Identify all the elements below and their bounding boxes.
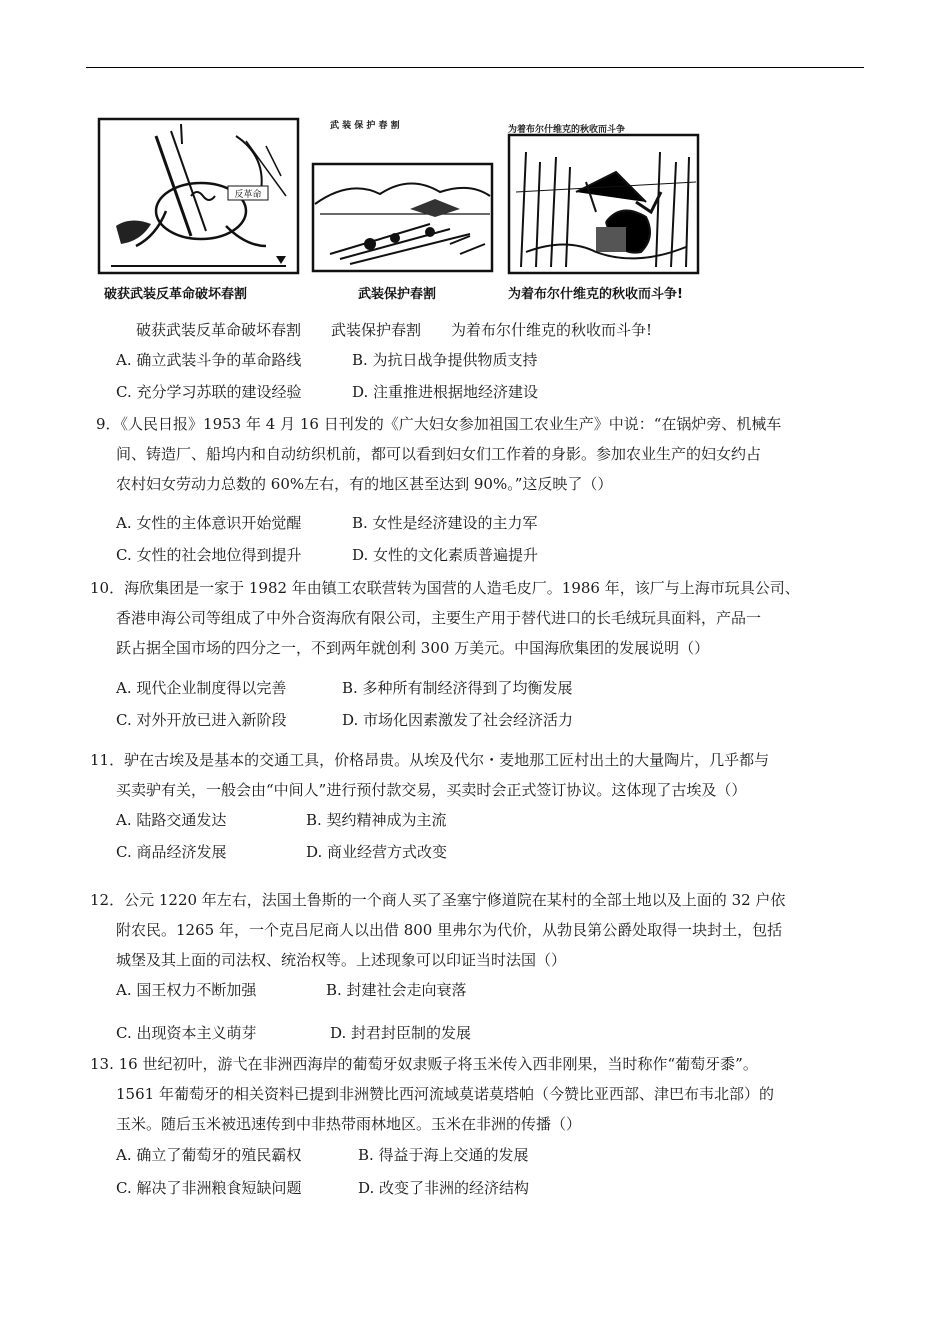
figure-tag: 反革命 — [234, 190, 262, 200]
figure-caption-3: 为着布尔什维克的秋收而斗争! — [508, 287, 683, 302]
q10-text-line-2: 香港申海公司等组成了中外合资海欣有限公司，主要生产用于替代进口的长毛绒玩具面料，产品一 — [116, 609, 762, 627]
propaganda-figures — [96, 116, 701, 306]
figure-caption-2: 武装保护春割 — [358, 287, 437, 302]
q9-option-b[interactable]: B. 女性是经济建设的主力军 — [352, 514, 538, 532]
q10-option-b[interactable]: B. 多种所有制经济得到了均衡发展 — [342, 679, 573, 697]
q11-text-line-1: 11．驴在古埃及是基本的交通工具，价格昂贵。从埃及代尔・麦地那工匠村出土的大量陶片，几乎都与 — [90, 751, 770, 769]
q13-option-c[interactable]: C. 解决了非洲粮食短缺问题 — [116, 1179, 302, 1197]
q13-text-line-1: 13. 16 世纪初叶，游弋在非洲西海岸的葡萄牙奴隶贩子将玉米传入西非刚果，当时称作“葡萄牙黍”。 — [90, 1055, 758, 1073]
q13-option-b[interactable]: B. 得益于海上交通的发展 — [358, 1146, 529, 1164]
figure-panel-1 — [96, 116, 301, 276]
figure-caption-1: 破获武装反革命破坏春割 — [104, 287, 248, 302]
figure-title-2: 武 装 保 护 春 割 — [330, 121, 400, 131]
q10-option-d[interactable]: D. 市场化因素激发了社会经济活力 — [342, 711, 574, 729]
q13-option-a[interactable]: A. 确立了葡萄牙的殖民霸权 — [116, 1146, 302, 1164]
q9-option-c[interactable]: C. 女性的社会地位得到提升 — [116, 546, 302, 564]
q10-option-a[interactable]: A. 现代企业制度得以完善 — [116, 679, 287, 697]
header-rule — [86, 67, 864, 68]
q10-text-line-1: 10．海欣集团是一家于 1982 年由镇工农联营转为国营的人造毛皮厂。1986 年，该厂与上海市玩具公司、 — [90, 579, 800, 597]
q8-option-b[interactable]: B. 为抗日战争提供物质支持 — [352, 351, 538, 369]
q9-text-line-2: 间、铸造厂、船坞内和自动纺织机前，都可以看到妇女们工作着的身影。参加农业生产的妇女约占 — [116, 445, 762, 463]
q13-text-line-3: 玉米。随后玉米被迅速传到中非热带雨林地区。玉米在非洲的传播（） — [116, 1115, 582, 1133]
q8-option-a[interactable]: A. 确立武装斗争的革命路线 — [116, 351, 302, 369]
q12-option-d[interactable]: D. 封君封臣制的发展 — [330, 1024, 472, 1042]
q8-option-d[interactable]: D. 注重推进根据地经济建设 — [352, 383, 539, 401]
q12-text-line-1: 12．公元 1220 年左右，法国土鲁斯的一个商人买了圣塞宁修道院在某村的全部土地以及上面的 32 户依 — [90, 891, 786, 909]
q13-option-d[interactable]: D. 改变了非洲的经济结构 — [358, 1179, 530, 1197]
q11-option-c[interactable]: C. 商品经济发展 — [116, 843, 227, 861]
q11-option-d[interactable]: D. 商业经营方式改变 — [306, 843, 448, 861]
q11-text-line-2: 买卖驴有关，一般会由“中间人”进行预付款交易，买卖时会正式签订协议。这体现了古埃及（） — [116, 781, 747, 799]
q9-option-a[interactable]: A. 女性的主体意识开始觉醒 — [116, 514, 302, 532]
q10-option-c[interactable]: C. 对外开放已进入新阶段 — [116, 711, 287, 729]
q12-text-line-3: 城堡及其上面的司法权、统治权等。上述现象可以印证当时法国（） — [116, 951, 567, 969]
woodcut-illustration-2 — [310, 134, 495, 274]
q12-option-a[interactable]: A. 国王权力不断加强 — [116, 981, 257, 999]
q9-text-line-1: 9．《人民日报》1953 年 4 月 16 日刊发的《广大妇女参加祖国工农业生产》中说：“在锅炉旁、机械车 — [96, 415, 782, 433]
figure-caption-line: 破获武装反革命破坏春割 武装保护春割 为着布尔什维克的秋收而斗争! — [136, 321, 653, 339]
q13-text-line-2: 1561 年葡萄牙的相关资料已提到非洲赞比西河流域莫诺莫塔帕（今赞比亚西部、津巴布韦北部）的 — [116, 1085, 774, 1103]
q9-text-line-3: 农村妇女劳动力总数的 60%左右，有的地区甚至达到 90%。”这反映了（） — [116, 475, 613, 493]
woodcut-illustration-3 — [506, 132, 701, 277]
q12-option-c[interactable]: C. 出现资本主义萌芽 — [116, 1024, 257, 1042]
woodcut-illustration-1 — [96, 116, 301, 276]
q12-text-line-2: 附农民。1265 年，一个克吕尼商人以出借 800 里弗尔为代价，从勃艮第公爵处取得一块封土，包括 — [116, 921, 783, 939]
q9-option-d[interactable]: D. 女性的文化素质普遍提升 — [352, 546, 539, 564]
figure-title-3: 为着布尔什维克的秋收而斗争 — [508, 125, 626, 135]
q11-option-b[interactable]: B. 契约精神成为主流 — [306, 811, 447, 829]
q8-option-c[interactable]: C. 充分学习苏联的建设经验 — [116, 383, 302, 401]
q12-option-b[interactable]: B. 封建社会走向衰落 — [326, 981, 467, 999]
q11-option-a[interactable]: A. 陆路交通发达 — [116, 811, 227, 829]
q10-text-line-3: 跃占据全国市场的四分之一，不到两年就创利 300 万美元。中国海欣集团的发展说明（） — [116, 639, 710, 657]
